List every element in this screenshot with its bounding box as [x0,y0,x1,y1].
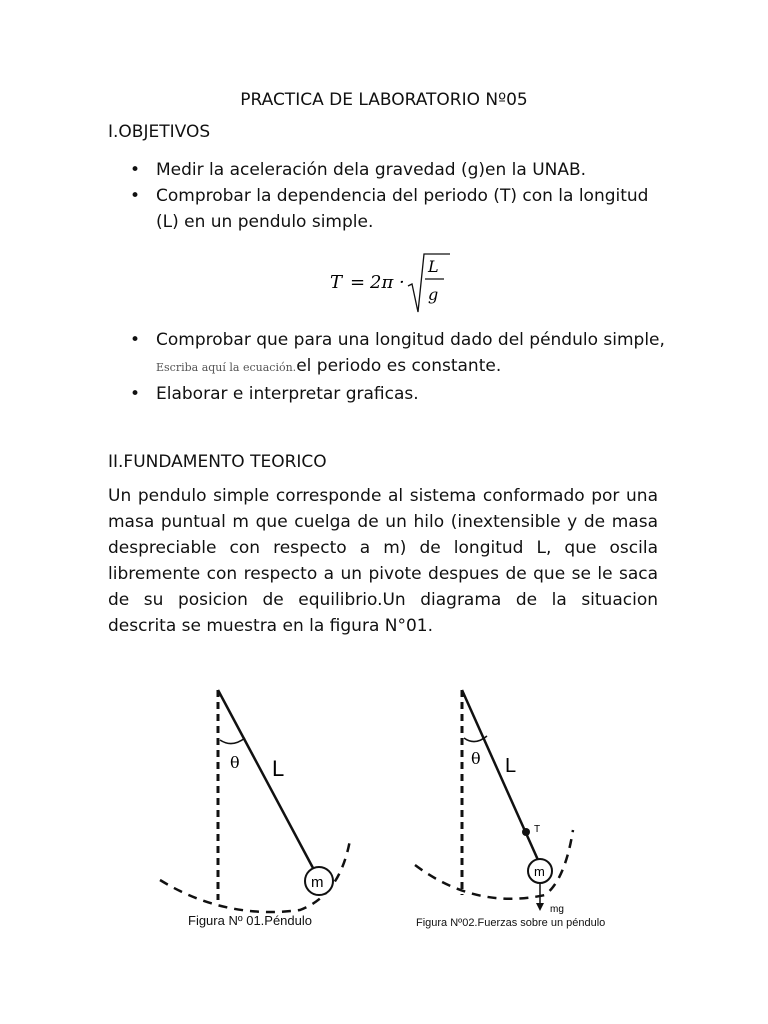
figure-pendulum [150,680,370,925]
tension-point [522,828,530,836]
objectives-list [130,157,670,235]
formula-coefficient: 2π · [370,272,405,293]
formula-denominator: g [428,285,439,304]
figure-2-caption: Figura Nº02.Fuerzas sobre un péndulo [416,917,606,929]
formula-lhs: T [330,272,343,293]
period-formula [320,250,460,320]
objective-item-3 [130,327,670,381]
angle-arc [220,738,245,744]
weight-label: mg [550,904,564,915]
figure-1-caption: Figura Nº 01.Péndulo [188,913,312,928]
objective-item-1: • Medir la aceleración dela gravedad (g)en la UNAB. [130,157,670,183]
length-label: L [272,756,285,781]
mass-label: m [534,864,545,879]
objectives-heading: I.OBJETIVOS [108,122,211,142]
pendulum-string [218,690,313,868]
angle-label: θ [230,753,240,772]
objective-item-2: • Comprobar la dependencia del periodo (T) con la longitud (L) en un pendulo simple. [130,183,670,235]
figure-forces [405,680,605,920]
equation-placeholder[interactable]: Escriba aquí la ecuación. [156,361,297,374]
formula-equals: = [350,272,366,293]
theory-heading: II.FUNDAMENTO TEORICO [108,452,327,472]
page-title: PRACTICA DE LABORATORIO Nº05 [240,90,528,110]
weight-arrowhead [536,903,544,911]
objective-item-3-text: Comprobar que para una longitud dado del péndulo simple, [156,330,665,350]
length-label: L [505,755,517,777]
tension-label: T [534,824,541,835]
objective-item-3-rest: el periodo es constante. [296,356,502,376]
theory-paragraph: Un pendulo simple corresponde al sistema conformado por una masa puntual m que cuelga de un hilo (inextensible y de masa despreciable con respecto a m) de longitud L, que oscila libremente con respecto a un pivote despues de que se le saca de su posicion de equilibrio.Un diagrama de la situacion descrita se muestra en la figura N°01. [108,486,658,636]
formula-numerator: L [428,257,439,276]
objectives-list-continued [130,327,670,407]
mass-label: m [311,874,324,891]
objective-item-4: • Elaborar e interpretar graficas. [130,381,670,407]
angle-label: θ [471,749,481,768]
